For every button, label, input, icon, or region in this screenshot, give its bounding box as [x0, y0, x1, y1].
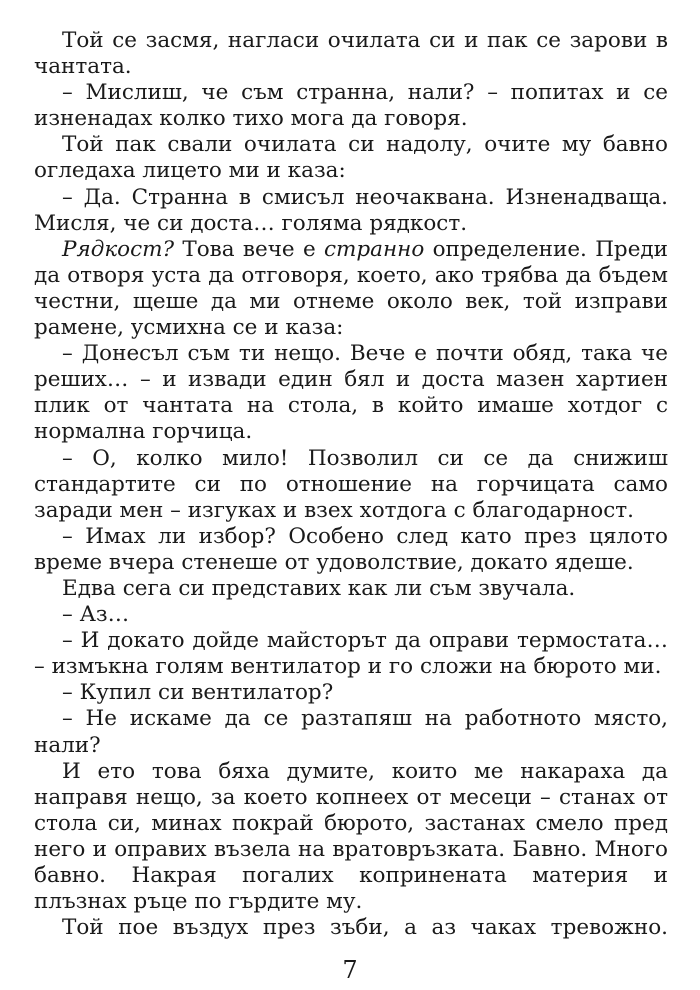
paragraph-8: – Имах ли избор? Особено след като през цялото време вчера стенеше от удоволствие, докато ядеше.	[34, 523, 668, 575]
paragraph-7: – О, колко мило! Позволил си се да снижиш стандартите си по отношение на горчицата само заради мен – изгуках и взех хотдога с благодарност.	[34, 445, 668, 523]
paragraph-14: И ето това бяха думите, които ме накараха да направя нещо, за което копнеех от месеци – станах от стола си, минах покрай бюрото, застанах смело пред него и оправих възела на вратовръзката. Бавно. Много бавно. Накрая погалих копринената материя и плъзнах ръце по гърдите му.	[34, 758, 668, 915]
paragraph-11: – И докато дойде майсторът да оправи термостата… – измъкна голям вентилатор и го сложи на бюрото ми.	[34, 628, 668, 680]
paragraph-1: Той се засмя, нагласи очилата си и пак се зарови в чантата.	[34, 28, 668, 80]
page-body	[34, 28, 668, 941]
paragraph-9: Едва сега си представих как ли съм звучала.	[62, 575, 576, 601]
paragraph-5-text-a: Това вече е	[174, 236, 324, 262]
paragraph-13: – Не искаме да се разтапяш на работното място, нали?	[34, 706, 668, 758]
paragraph-5	[34, 237, 668, 341]
paragraph-12: – Купил си вентилатор?	[62, 680, 334, 706]
paragraph-4: – Да. Странна в смисъл неочаквана. Изненадваща. Мисля, че си доста… голяма рядкост.	[34, 184, 668, 236]
page-number: 7	[342, 956, 358, 984]
paragraph-3: Той пак свали очилата си надолу, очите му бавно огледаха лицето ми и каза:	[34, 132, 668, 184]
italic-word-rarity: Рядкост?	[62, 236, 175, 262]
paragraph-5-text-b: определение. Преди да отворя уста да отговоря, което, ако трябва да бъдем честни, щеше да ми отнеме около век, той изправи рамене, усмихна се и каза:	[34, 236, 668, 341]
paragraph-2: – Мислиш, че съм странна, нали? – попитах и се изненадах колко тихо мога да говоря.	[34, 80, 668, 132]
paragraph-15: Той пое въздух през зъби, а аз чаках тревожно.	[62, 915, 668, 941]
italic-word-strange: странно	[323, 236, 425, 262]
paragraph-10: – Аз…	[62, 602, 130, 628]
paragraph-6: – Донесъл съм ти нещо. Вече е почти обяд, така че реших… – и извади един бял и доста мазен хартиен плик от чантата на стола, в който имаше хотдог с нормална горчица.	[34, 341, 668, 445]
